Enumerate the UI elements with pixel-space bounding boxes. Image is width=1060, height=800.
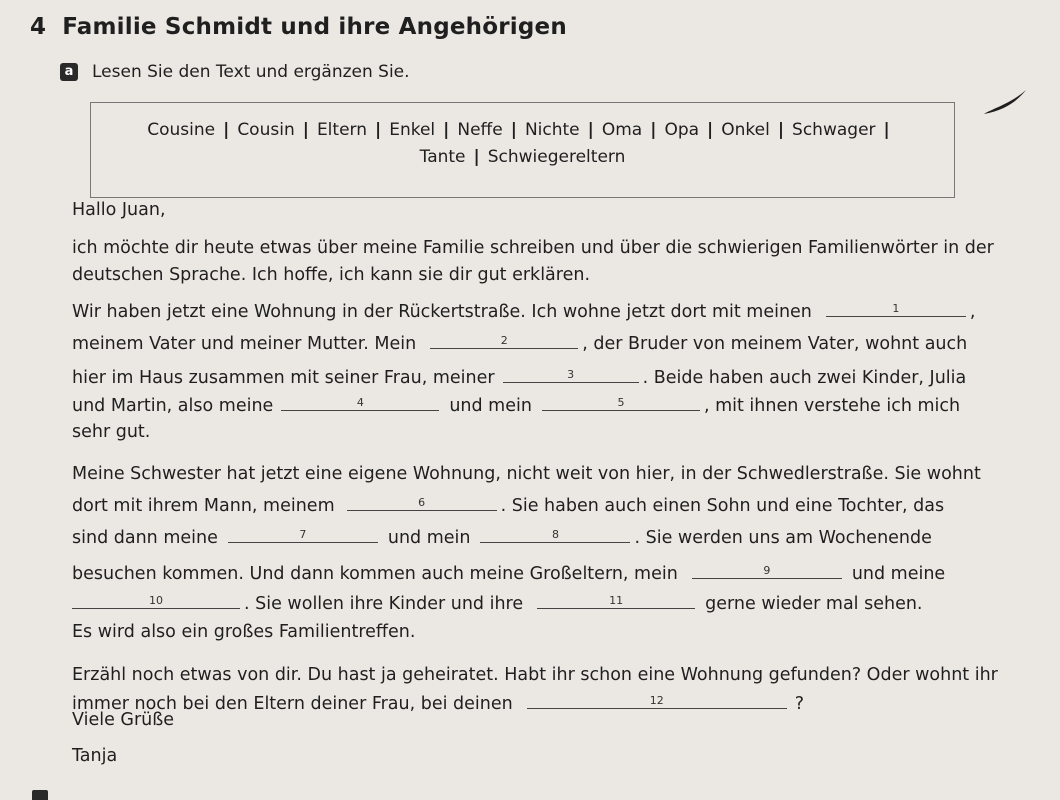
letter-greeting: Hallo Juan, bbox=[72, 200, 166, 220]
word: Neffe bbox=[457, 120, 503, 140]
blank-11[interactable] bbox=[537, 592, 695, 609]
word-box bbox=[90, 102, 955, 198]
letter-text: , der Bruder von meinem Vater, wohnt auch bbox=[582, 334, 968, 354]
blank-number: 12 bbox=[649, 694, 664, 707]
letter-text: Wir haben jetzt eine Wohnung in der Rückertstraße. Ich wohne jetzt dort mit meinen bbox=[72, 302, 812, 322]
letter-text: und mein bbox=[387, 528, 471, 548]
letter-text: dort mit ihrem Mann, meinem bbox=[72, 496, 335, 516]
letter-text: und mein bbox=[449, 396, 532, 416]
letter-line bbox=[72, 494, 944, 516]
blank-4[interactable] bbox=[281, 394, 439, 411]
word-separator: | bbox=[375, 120, 382, 140]
letter-text: . Sie werden uns am Wochenende bbox=[634, 528, 932, 548]
word: Nichte bbox=[524, 120, 580, 140]
letter-text: meinem Vater und meiner Mutter. Mein bbox=[72, 334, 417, 354]
blank-number: 10 bbox=[149, 594, 163, 607]
letter-closing: Viele Grüße bbox=[72, 710, 175, 730]
word-separator: | bbox=[650, 120, 657, 140]
letter-line bbox=[72, 526, 932, 548]
letter-text: , mit ihnen verstehe ich mich bbox=[703, 396, 961, 416]
letter-line: deutschen Sprache. Ich hoffe, ich kann sie dir gut erklären. bbox=[72, 265, 591, 285]
word: Enkel bbox=[389, 120, 436, 140]
instruction-text: Lesen Sie den Text und ergänzen Sie. bbox=[92, 62, 410, 82]
letter-line bbox=[72, 332, 967, 354]
word: Schwager bbox=[792, 120, 876, 140]
letter-text: . Beide haben auch zwei Kinder, Julia bbox=[642, 368, 967, 388]
letter-line bbox=[72, 394, 960, 416]
blank-number: 9 bbox=[763, 564, 771, 577]
blank-5[interactable] bbox=[542, 394, 700, 411]
letter-signature: Tanja bbox=[72, 746, 118, 766]
word-box-row-2 bbox=[91, 144, 954, 171]
blank-number: 1 bbox=[892, 302, 900, 315]
letter-line: Meine Schwester hat jetzt eine eigene Wohnung, nicht weit von hier, in der Schwedlerstraße. Sie wohnt bbox=[72, 464, 981, 484]
letter-line: Es wird also ein großes Familientreffen. bbox=[72, 622, 416, 642]
leaf-icon bbox=[980, 86, 1030, 118]
blank-number: 11 bbox=[609, 594, 624, 607]
letter-text: immer noch bei den Eltern deiner Frau, bei deinen bbox=[72, 694, 513, 714]
letter-line: ich möchte dir heute etwas über meine Familie schreiben und über die schwierigen Familienwörter in der bbox=[72, 238, 994, 258]
word-separator: | bbox=[777, 120, 785, 140]
blank-number: 6 bbox=[418, 496, 426, 509]
word-separator: | bbox=[443, 120, 450, 140]
word-separator: | bbox=[302, 120, 309, 140]
blank-2[interactable] bbox=[430, 332, 578, 349]
blank-9[interactable] bbox=[692, 562, 842, 579]
word-separator: | bbox=[587, 120, 594, 140]
blank-number: 2 bbox=[500, 334, 508, 347]
blank-number: 7 bbox=[299, 528, 307, 541]
word: Eltern bbox=[316, 120, 367, 140]
word: Cousine bbox=[147, 120, 216, 140]
word-separator: | bbox=[510, 120, 517, 140]
exercise-heading bbox=[30, 14, 567, 40]
letter-line: Erzähl noch etwas von dir. Du hast ja geheiratet. Habt ihr schon eine Wohnung gefunden? Oder wohnt ihr bbox=[72, 665, 998, 685]
word-separator: | bbox=[883, 120, 890, 140]
word: Opa bbox=[664, 120, 700, 140]
word: Cousin bbox=[237, 120, 295, 140]
next-task-badge-edge bbox=[32, 790, 48, 800]
blank-number: 4 bbox=[356, 396, 364, 409]
task-instruction bbox=[60, 62, 410, 82]
letter-text: und meine bbox=[851, 564, 946, 584]
letter-text: . Sie wollen ihre Kinder und ihre bbox=[244, 594, 524, 614]
blank-12[interactable] bbox=[527, 692, 787, 709]
letter-text: besuchen kommen. Und dann kommen auch meine Großeltern, mein bbox=[72, 564, 678, 584]
letter-text: , bbox=[969, 302, 976, 322]
letter-line: sehr gut. bbox=[72, 422, 151, 442]
letter-line bbox=[72, 692, 804, 714]
blank-number: 8 bbox=[551, 528, 559, 541]
blank-8[interactable] bbox=[480, 526, 630, 543]
letter-line bbox=[72, 562, 945, 584]
blank-number: 3 bbox=[567, 368, 575, 381]
letter-text: sind dann meine bbox=[72, 528, 218, 548]
word: Tante bbox=[419, 147, 466, 167]
word-separator: | bbox=[473, 147, 480, 167]
word: Oma bbox=[601, 120, 643, 140]
blank-3[interactable] bbox=[503, 366, 639, 383]
letter-text: . Sie haben auch einen Sohn und eine Tochter, das bbox=[500, 496, 945, 516]
word: Onkel bbox=[721, 120, 770, 140]
letter-text: ? bbox=[794, 694, 805, 714]
task-badge: a bbox=[60, 63, 78, 81]
letter-text: hier im Haus zusammen mit seiner Frau, meiner bbox=[72, 368, 495, 388]
blank-7[interactable] bbox=[228, 526, 378, 543]
word-separator: | bbox=[707, 120, 714, 140]
letter-line bbox=[72, 366, 966, 388]
exercise-number: 4 bbox=[30, 14, 47, 40]
word-box-row-1 bbox=[91, 117, 954, 144]
letter-text: gerne wieder mal sehen. bbox=[705, 594, 923, 614]
blank-6[interactable] bbox=[347, 494, 497, 511]
blank-number: 5 bbox=[617, 396, 625, 409]
letter-line bbox=[72, 300, 975, 322]
blank-1[interactable] bbox=[826, 300, 966, 317]
exercise-title: Familie Schmidt und ihre Angehörigen bbox=[62, 14, 567, 40]
letter-text: und Martin, also meine bbox=[72, 396, 274, 416]
word-separator: | bbox=[223, 120, 230, 140]
word: Schwiegereltern bbox=[487, 147, 626, 167]
letter-line bbox=[72, 592, 923, 614]
blank-10[interactable] bbox=[72, 592, 240, 609]
